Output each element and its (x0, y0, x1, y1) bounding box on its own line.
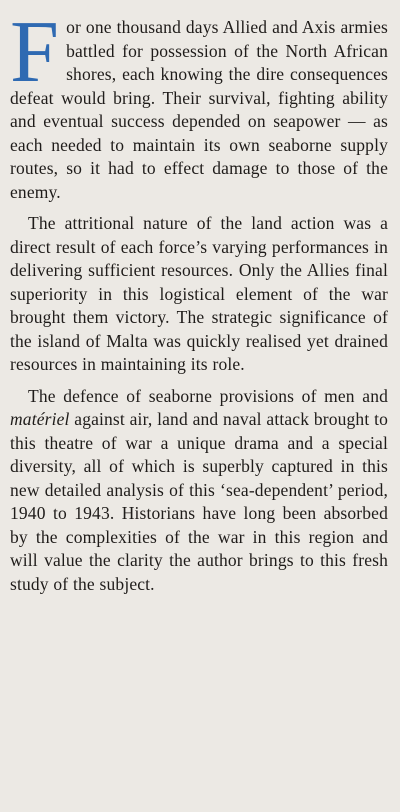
paragraph-attrition-text: The attritional nature of the land action was a direct result of each force’s varying performances in delivering sufficient resources. Only the Allies final superiority in this logistical element of the war brought them victory. The strategic significance of the island of Malta was quickly realised yet drained resources in maintaining its role. (10, 213, 388, 374)
paragraph-intro (10, 4, 388, 204)
paragraph-intro-text: or one thousand days Allied and Axis armies battled for possession of the North African shores, each knowing the dire consequences defeat would bring. Their survival, fighting ability and eventual success depended on seapower — as each needed to maintain its own seaborne supply routes, so it had to effect damage to those of the enemy. (10, 17, 388, 202)
drop-cap: F (10, 4, 60, 101)
paragraph-defence-text-end: against air, land and naval attack brought to this theatre of war a unique drama and a special diversity, all of which is superbly captured in this new detailed analysis of this ‘sea-dependent’ period, 1940 to 1943. Historians have long been absorbed by the complexities of the war in this region and will value the clarity the author brings to this fresh study of the subject. (10, 409, 388, 594)
italic-materiel: matériel (10, 409, 70, 429)
paragraph-attrition (10, 212, 388, 377)
paragraph-defence (10, 385, 388, 597)
paragraph-defence-text-start: The defence of seaborne provisions of men and (28, 385, 388, 406)
